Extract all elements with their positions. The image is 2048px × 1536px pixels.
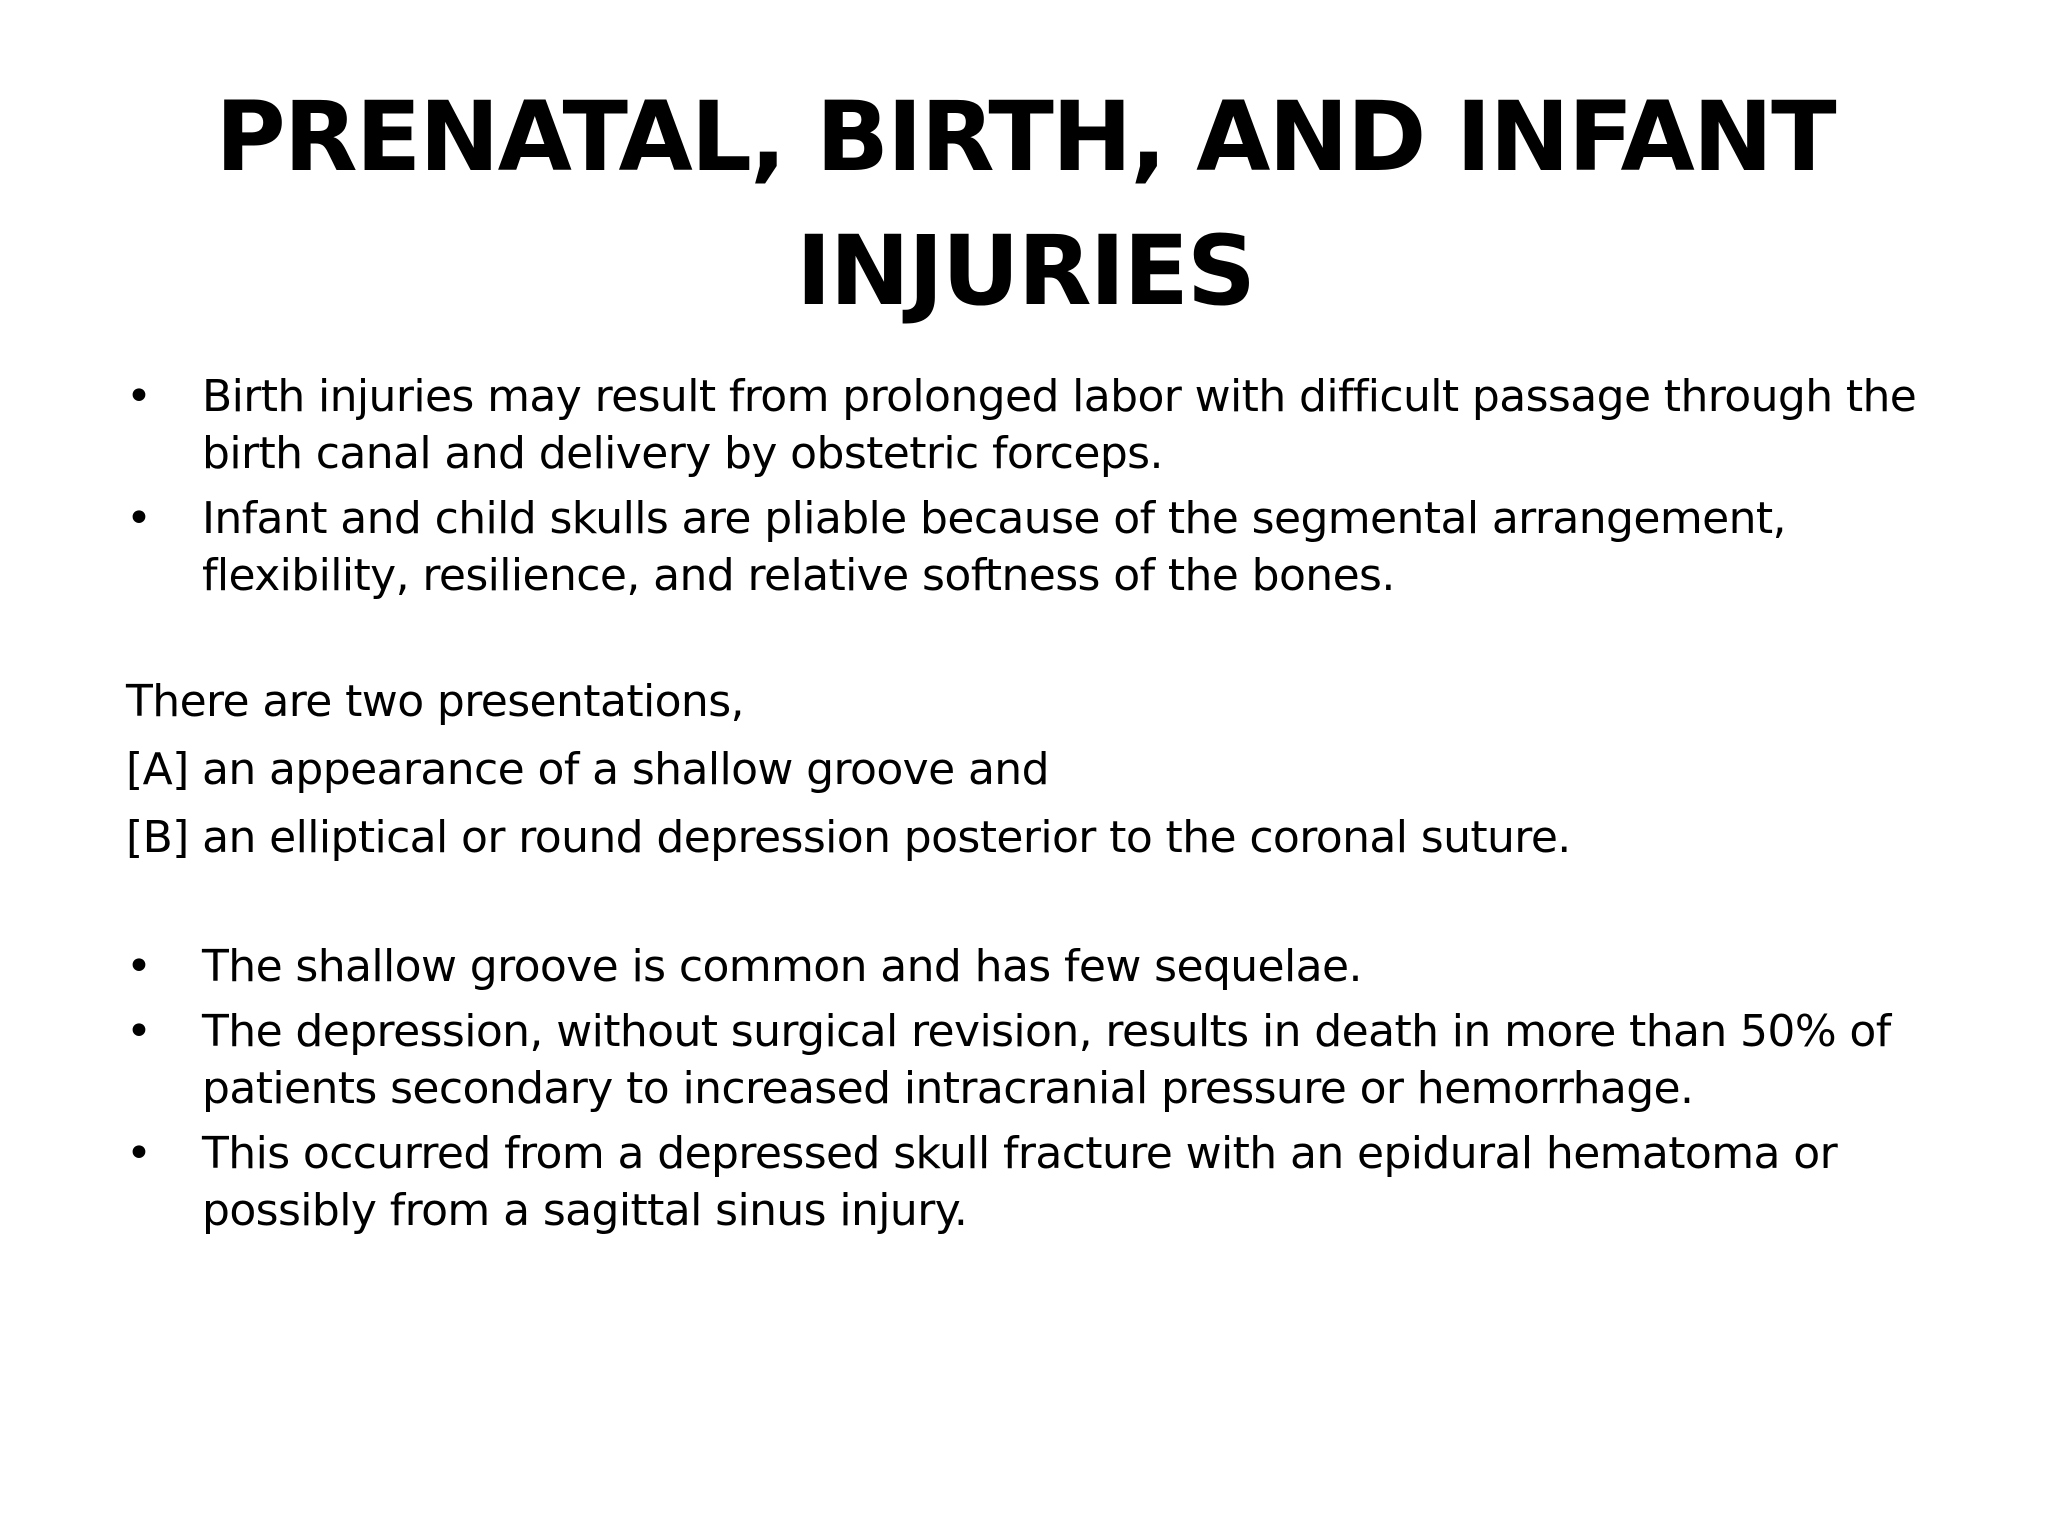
bullet-text: This occurred from a depressed skull fracture with an epidural hematoma or possibly from a sagittal sinus injury. (202, 1128, 1838, 1236)
bullet-text: The shallow groove is common and has few sequelae. (202, 941, 1362, 992)
list-item (126, 368, 1946, 482)
presentation-b: [B] an elliptical or round depression posterior to the coronal suture. (126, 812, 1571, 863)
bullet-text: The depression, without surgical revision, results in death in more than 50% of patients secondary to increased intracranial pressure or hemorrhage. (202, 1006, 1891, 1114)
bullet-list-outcomes (126, 938, 1946, 1239)
bullet-text: Birth injuries may result from prolonged labor with difficult passage through the birth canal and delivery by obstetric forceps. (202, 371, 1917, 479)
bullet-text: Infant and child skulls are pliable because of the segmental arrangement, flexibility, resilience, and relative softness of the bones. (202, 493, 1786, 601)
slide-title: PRENATAL, BIRTH, AND INFANT INJURIES (215, 81, 1835, 327)
presentations-intro: There are two presentations, (126, 676, 744, 727)
list-item (126, 1125, 1946, 1239)
bullet-icon: • (126, 1128, 152, 1179)
bullet-icon: • (126, 371, 152, 422)
presentations-block (126, 673, 1946, 866)
bullet-list-intro (126, 368, 1946, 604)
spacer (126, 612, 1946, 673)
bullet-icon: • (126, 941, 152, 992)
bullet-icon: • (126, 493, 152, 544)
spacer (126, 877, 1946, 938)
slide-body (126, 368, 1946, 1247)
presentation-a: [A] an appearance of a shallow groove and (126, 744, 1049, 795)
list-item (126, 490, 1946, 604)
list-item (126, 938, 1946, 995)
bullet-icon: • (126, 1006, 152, 1057)
list-item (126, 1003, 1946, 1117)
